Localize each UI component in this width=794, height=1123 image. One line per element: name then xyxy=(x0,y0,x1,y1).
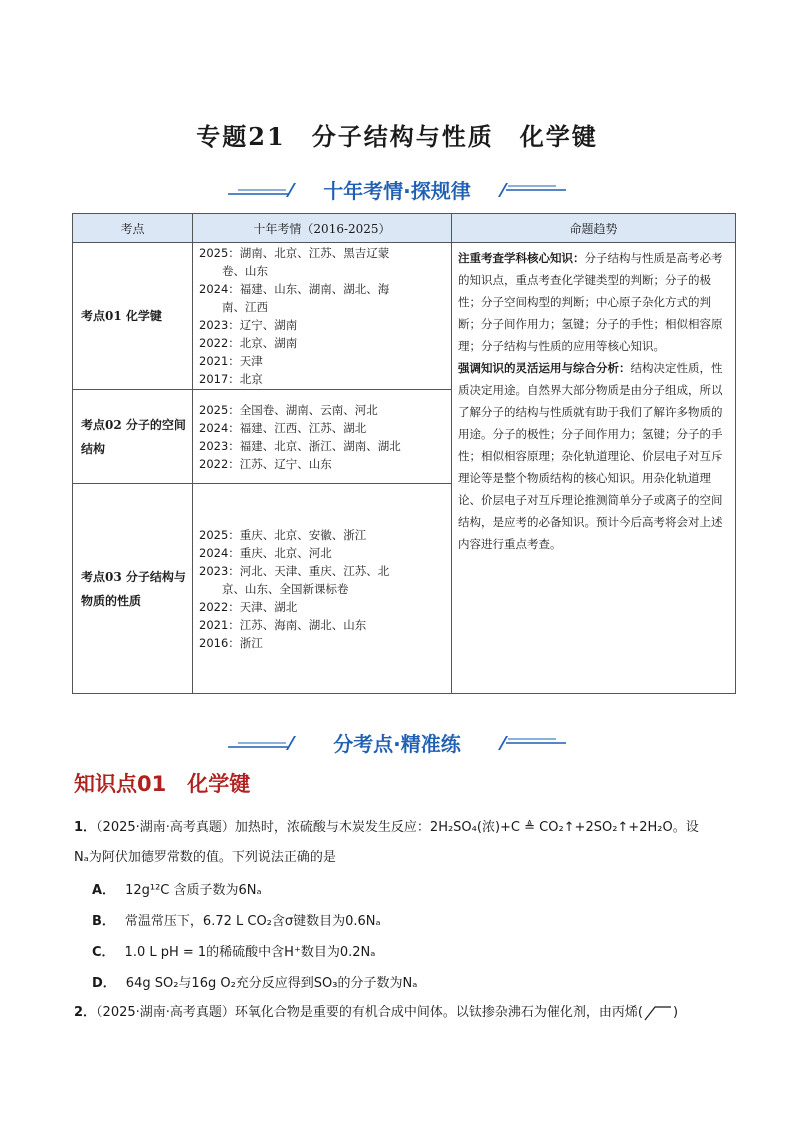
exam-point-cell: 考点03 分子结构与物质的性质 xyxy=(73,484,193,694)
table-header-row xyxy=(73,214,736,243)
table-header: 考点 xyxy=(73,214,193,243)
year-line: 2024：重庆、北京、河北 xyxy=(199,545,332,560)
option-a[interactable] xyxy=(92,879,262,898)
year-line: 2024：福建、江西、江苏、湖北 xyxy=(199,420,367,435)
year-line: 2025：全国卷、湖南、云南、河北 xyxy=(199,402,378,417)
year-line: 2025：湖南、北京、江苏、黑吉辽蒙 xyxy=(199,246,390,260)
banner-title: 分考点·精准练 xyxy=(333,732,461,756)
exam-point-cell: 考点02 分子的空间结构 xyxy=(73,390,193,484)
option-text: 1.0 L pH = 1的稀硫酸中含H⁺数目为0.2Nₐ xyxy=(124,945,376,960)
option-c[interactable] xyxy=(92,941,375,960)
chemical-equation: 2H₂SO₄(浓)+C ≜ CO₂↑+2SO₂↑+2H₂O xyxy=(429,820,673,835)
table-header: 命题趋势 xyxy=(452,214,736,243)
question-text: 。设 xyxy=(672,820,699,835)
years-cell xyxy=(193,484,452,694)
option-text: 64g SO₂与16g O₂充分反应得到SO₃的分子数为Nₐ xyxy=(125,976,418,991)
propylene-structure-icon xyxy=(643,1005,673,1021)
banner-title: 十年考情·探规律 xyxy=(323,179,471,203)
question-1 xyxy=(74,818,734,838)
question-1-line-2: Nₐ为阿伏加德罗常数的值。下列说法正确的是 xyxy=(74,850,336,865)
section-banner-practice xyxy=(0,728,794,758)
option-label: A． xyxy=(92,883,116,898)
section-title: 知识点01 化学键 xyxy=(74,772,251,796)
trend-text-2: 结构决定性质，性质决定用途。自然界大部分物质是由分子组成，所以了解分子的结构与性质就有助于我们了解许多物质的用途。分子的极性；分子间作用力；氢键；分子的手性；相似相容原理；杂化轨道理论、价层电子对互斥理论等是整个物质结构的核心知识。用杂化轨道理论、价层电子对互斥理论推测简单分子或离子的空间结构，是应考的必备知识。预计今后高考将会对上述内容进行重点考查。 xyxy=(458,361,723,551)
year-line: 2017：北京 xyxy=(199,372,263,386)
question-source: （2025·湖南·高考真题） xyxy=(96,1005,235,1020)
year-line: 2022：江苏、辽宁、山东 xyxy=(199,456,332,471)
question-number: 2． xyxy=(74,1005,97,1020)
page-title: 专题21 分子结构与性质 化学键 xyxy=(196,122,598,151)
banner-right-decoration-icon xyxy=(498,177,566,201)
option-b[interactable] xyxy=(92,910,381,929)
year-line: 2023：辽宁、湖南 xyxy=(199,318,298,332)
question-2: 2．（2025·湖南·高考真题）环氧化合物是重要的有机合成中间体。以钛掺杂沸石为催化剂，由丙烯( ) xyxy=(74,1005,679,1020)
option-text: 常温常压下，6.72 L CO₂含σ键数目为0.6Nₐ xyxy=(124,914,381,929)
trend-text-1: 分子结构与性质是高考必考的知识点，重点考查化学键类型的判断；分子的极性；分子空间构型的判断；中心原子杂化方式的判断；分子间作用力；氢键；分子的手性；相似相容原理；分子结构与性质的应用等核心知识。 xyxy=(458,251,723,353)
trend-heading-1: 注重考查学科核心知识： xyxy=(458,251,585,265)
year-line: 京、山东、全国新课标卷 xyxy=(199,581,349,596)
exam-history-table xyxy=(72,213,736,694)
years-cell xyxy=(193,390,452,484)
option-label: D． xyxy=(92,976,116,991)
table-row xyxy=(73,243,736,390)
question-text: 环氧化合物是重要的有机合成中间体。以钛掺杂沸石为催化剂，由丙烯( xyxy=(234,1005,643,1020)
year-line: 南、江西 xyxy=(199,300,268,314)
year-line: 2025：重庆、北京、安徽、浙江 xyxy=(199,527,367,542)
option-text: 12g¹²C 含质子数为6Nₐ xyxy=(125,883,262,898)
year-line: 2023：河北、天津、重庆、江苏、北 xyxy=(199,563,390,578)
question-source: （2025·湖南·高考真题） xyxy=(96,820,235,835)
banner-right-decoration-icon xyxy=(498,730,566,754)
question-text: 加热时，浓硫酸与木炭发生反应： xyxy=(234,820,430,835)
year-line: 2021：天津 xyxy=(199,354,263,368)
year-line: 2016：浙江 xyxy=(199,635,263,650)
year-line: 2022：天津、湖北 xyxy=(199,599,298,614)
year-line: 2021：江苏、海南、湖北、山东 xyxy=(199,617,367,632)
year-line: 2024：福建、山东、湖南、湖北、海 xyxy=(199,282,390,296)
section-banner-history xyxy=(0,175,794,205)
trend-cell xyxy=(452,243,736,694)
year-line: 2022：北京、湖南 xyxy=(199,336,298,350)
option-label: B． xyxy=(92,914,115,929)
exam-point-cell: 考点01 化学键 xyxy=(73,243,193,390)
option-label: C． xyxy=(92,945,115,960)
question-number: 1． xyxy=(74,820,97,835)
year-line: 卷、山东 xyxy=(199,264,268,278)
table-header: 十年考情（2016-2025） xyxy=(193,214,452,243)
years-cell xyxy=(193,243,452,390)
trend-heading-2: 强调知识的灵活运用与综合分析： xyxy=(458,361,631,375)
option-d[interactable] xyxy=(92,972,417,991)
year-line: 2023：福建、北京、浙江、湖南、湖北 xyxy=(199,438,401,453)
